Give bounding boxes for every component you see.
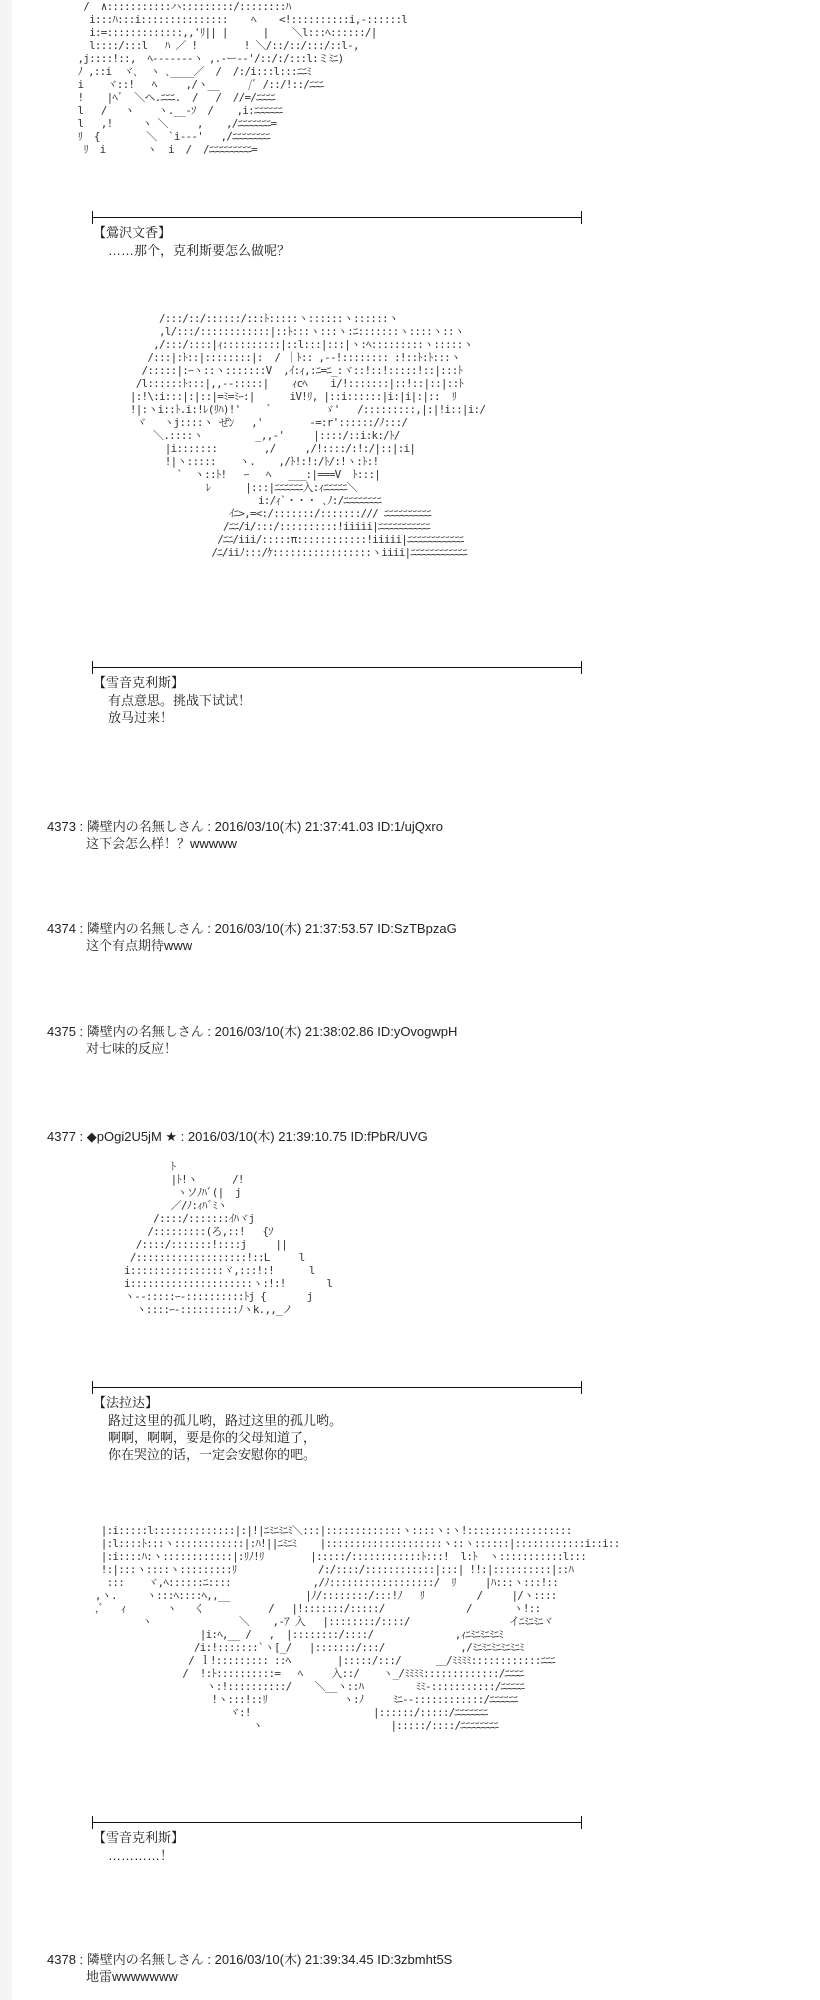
- dialogue-block: [108, 1412, 342, 1463]
- divider-line: [92, 1822, 582, 1823]
- dialogue-line: 你在哭泣的话，一定会安慰你的吧。: [108, 1447, 317, 1462]
- post-header: 4378 : 隣壁内の名無しさん : 2016/03/10(木) 21:39:34.45 ID:3zbmht5S: [47, 1952, 453, 1967]
- speaker-name: 【鶯沢文香】: [93, 225, 172, 240]
- dialogue-line: 有点意思。挑战下试试！: [108, 693, 252, 708]
- ascii-art: /:::/::/::::::/:::ﾄ:::::ヽ::::::ヽ::::::ヽ ,l/:::/::::::::::::|::ﾄ:::ヽ:::ヽ:ﾆ:::::::ヽ::::ヽ::ヽ ,/:::/::::|ｨ::::::::::|::l:::|:::|ヽ:ﾍ:::::::::ヽ:::::ヽ /:::|:ﾄ::|::::::::|: / ｜ﾄ:: ,--!:::::::: :!::ﾄ:ﾄ:::ヽ /:::::|:ｰヽ::ヽ:::::::V ,ｲ:ｨ,:ﾆ=ﾆ_:ヾ::!::!:::::!::|:::ﾄ /l::::::ﾄ:::|,,--:::::| ｨcﾍ i/!:::::::|::!::|::|::ﾄ |:!\:i:::|:|::|=ﾐ=ﾐｰ:| iV!ﾘ, |::i::::::|i:|i|:|:: ﾘ !|:ヽi::ﾄ.i:!ﾚ(ﾘﾊ)!' ﾞ ゞ' /:::::::::,|:|!i::|i:/ ヾ ヽj::::ヽ ぜﾝ ,' -=:r'::::::/ﾉ:::/ ＼.::::ヽ _,,-' |::::/::i:k:/ﾄ/ |i::::::: ,/ ,/!::::/:!:/|::|:i| !|ヽ::::: ヽ. ,/ﾄ!:!:/ﾄ/:!ヽ:ﾄ:! ` ヽ::ﾄ! ｰ ﾍ ___:|===V ﾄ:::| ﾚ |:::|ﾆﾆﾆﾆﾆﾆ入:ｨﾆﾆﾆﾆﾆ＼ i:/ｨ`・・・ ､ﾉ:/ﾆﾆﾆﾆﾆﾆﾆﾆ ｲﾆ>,=<:/:::::::/:::::::/// ﾆﾆﾆﾆﾆﾆﾆﾆﾆﾆ /ﾆﾆ/i/:::/::::::::::!iiiii|ﾆﾆﾆﾆﾆﾆﾆﾆﾆﾆﾆ /ﾆﾆ/iii/:::::π::::::::::::!iiiii|ﾆﾆﾆﾆﾆﾆﾆﾆﾆﾆﾆﾆ /ﾆ/iiﾉ:::/ｹ:::::::::::::::::ヽiiii|ﾆﾆﾆﾆﾆﾆﾆﾆﾆﾆﾆﾆ: [129, 312, 486, 559]
- post-header: 4377 : ◆pOgi2U5jM ★ : 2016/03/10(木) 21:39:10.75 ID:fPbR/UVG: [47, 1129, 428, 1144]
- dialogue-line: 放马过来！: [108, 710, 174, 725]
- post-body: 对七味的反应！: [86, 1041, 178, 1056]
- left-margin-stripe: [0, 0, 12, 2000]
- dialogue-line: 啊啊，啊啊，要是你的父母知道了，: [108, 1430, 317, 1445]
- post-header: 4375 : 隣壁内の名無しさん : 2016/03/10(木) 21:38:02.86 ID:yOvogwpH: [47, 1024, 458, 1039]
- post-header: 4373 : 隣壁内の名無しさん : 2016/03/10(木) 21:37:41.03 ID:1/ujQxro: [47, 819, 443, 834]
- dialogue-block: [108, 1847, 173, 1864]
- dialogue-block: [108, 242, 290, 259]
- speaker-name: 【雪音克利斯】: [93, 675, 185, 690]
- ascii-art: ﾄ |ﾄ!ヽ /! ヽソﾉﾊﾞ(| j ／/ﾉ:ｨﾊﾞﾐヽ /::::/:::::::ｲﾊヾj /:::::::::(ろ,::! {ｿ /::::/:::::::!::::j || /:::::::::::::::::::!::L l i::::::::::::::::ヾ,:::!:! l i:::::::::::::::::::::ヽ:!:! l ヽ--:::::ｰ-::::::::::ﾄj { j ヽ::::ｰ-::::::::::ﾉヽk.,,_ノ: [124, 1160, 333, 1316]
- post-body: 地雷wwwwwww: [86, 1969, 178, 1984]
- post-body: 这下会怎么样！？wwwww: [86, 836, 237, 851]
- dialogue-line: ……那个，克利斯要怎么做呢？: [108, 243, 291, 258]
- ascii-art: |:i:::::l::::::::::::::|:|!|ﾆﾐﾆﾐﾆﾐ＼:::|:::::::::::::ヽ::::ヽ:ヽ!:::::::::::::::::: |:l::::ﾄ:::ヽ::::::::::::|:ﾊ!||ﾆﾐﾆﾐ |::::::::::::::::::::ヽ::ヽ::::::|::::::::::::i::i:: |:i::::ﾊ:ヽ::::::::::::|:ﾘﾉ!ﾘ |:::::/::::::::::::ﾄ:::! l:ﾄ ヽ:::::::::::l::: !:|:::ヽ::::ヽ:::::::::ﾘ /:/::::/::::::::::::|:::| !!:|::::::::::|::ﾊ ::: ヾ,ﾍ::::::ﾆ:::: ,/ﾉ::::::::::::::::::/ ﾘ |ﾊ:::ヽ:::!:: ,ヽ. ヽ:::ﾍ::::ﾍ,,__ |ﾉ/::::::::/:::!ﾉ ﾘ / |/ヽ:::: ,ﾞ ｨ ヽ く / |!:::::::/:::::/ / ヽ!:: ヽ ＼ ,-ｱ 入 |::::::::/::::/ イﾆﾐﾆﾐﾆヾ |i:ﾍ,__ / , |::::::::/::::/ ,ｨﾆﾐﾆﾐﾆﾐﾆﾐ /i:!:::::::`ヽ[_/ |:::::::/:::/ ,/ﾐﾆﾐﾆﾐﾆﾐﾆﾐﾆﾐ / ｌ!::::::::: ::ﾍ |:::::/:::/ ＿/ﾐﾐﾐﾐ::::::::::::ﾆﾆﾆ / !:ﾄ::::::::::= ﾍ 入::/ ヽ_/ﾐﾐﾐﾐ:::::::::::::/ﾆﾆﾆﾆ ヽ:!::::::::::/ ＼__ヽ::ﾊ ﾐﾐ-:::::::::::/ﾆﾆﾆﾆﾆ !ヽ:::!::ﾘ ヽ:ﾉ ﾐﾆ--::::::::::::/ﾆﾆﾆﾆﾆﾆ ヾ:! |::::::/:::::/ﾆﾆﾆﾆﾆﾆﾆ ヽ |:::::/::::/ﾆﾆﾆﾆﾆﾆﾆﾆ: [94, 1524, 620, 1732]
- post-header: 4374 : 隣壁内の名無しさん : 2016/03/10(木) 21:37:53.57 ID:SzTBpzaG: [47, 921, 457, 936]
- dialogue-line: …………！: [108, 1848, 174, 1863]
- dialogue-block: [108, 692, 251, 726]
- post-body: 这个有点期待www: [86, 938, 193, 953]
- dialogue-line: 路过这里的孤儿哟，路过这里的孤儿哟。: [108, 1413, 343, 1428]
- divider-line: [92, 667, 582, 668]
- speaker-name: 【雪音克利斯】: [93, 1830, 185, 1845]
- ascii-art: / ∧:::::::::::ハ:::::::::/::::::::ﾊ i:::ﾊ:::i::::::::::::::: ﾍ <!::::::::::i,-::::::l i:=:::::::::::::,,'ﾘ|| | | ＼l:::ﾍ::::::/| l::::/:::l ﾊ ／ ! ! ＼/::/::/:::/::l-, ,j::::!::, ﾍ-------ヽ ,.-ー--'/::/:/:::l:ミﾐﾆ) ﾉ ,::i ヾ､ ヽ ､____／ / /:/i:::l:::ﾆﾆﾐ i ヾ::! ﾍ ,/ヽ__ /ﾞ /::/!::/ﾆﾆﾆ ! |ﾍﾞ ＼ヘ.ﾆﾆﾆ. / / //=/ﾆﾆﾆﾆ l / ヽ ヽ.__-ｿ / ,i:ﾆﾆﾆﾆﾆﾆ l ,! ヽ ＼ , ,/ﾆﾆﾆﾆﾆﾆﾆ= ﾘ { ＼ `i---' ,/ﾆﾆﾆﾆﾆﾆﾆﾆ ﾘ i ヽ i / /ﾆﾆﾆﾆﾆﾆﾆﾆﾆ=: [77, 0, 408, 156]
- divider-line: [92, 217, 582, 218]
- divider-line: [92, 1387, 582, 1388]
- speaker-name: 【法拉达】: [93, 1395, 159, 1410]
